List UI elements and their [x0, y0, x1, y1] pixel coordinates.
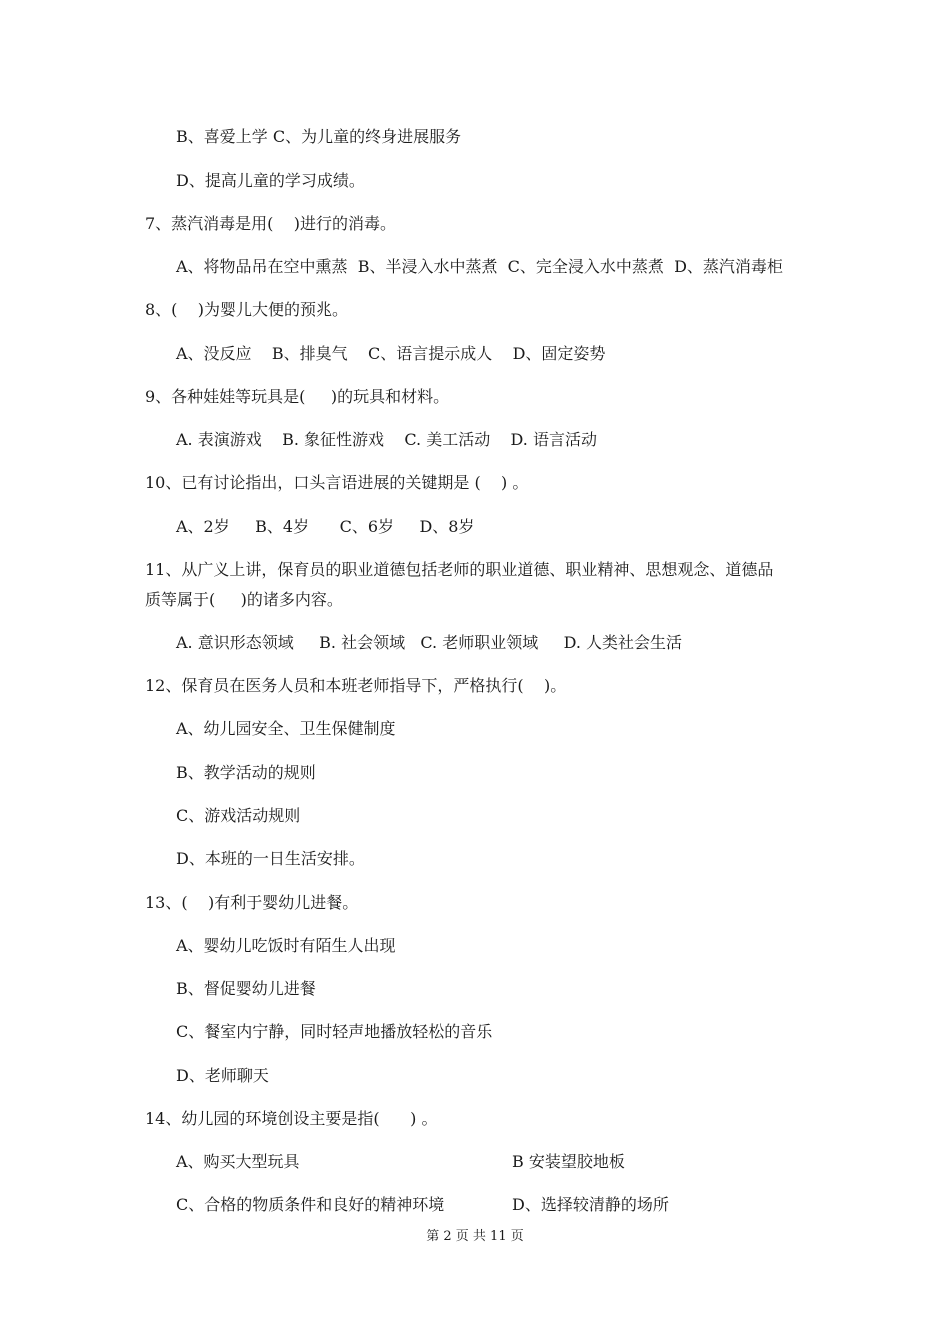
question-10-options: A、2岁 B、4岁 C、6岁 D、8岁 [176, 517, 475, 536]
question-7: 7、蒸汽消毒是用( )进行的消毒。 [145, 214, 397, 233]
question-12: 12、保育员在医务人员和本班老师指导下，严格执行( )。 [145, 676, 567, 695]
q6-option-d: D、提高儿童的学习成绩。 [176, 171, 365, 190]
question-11-options: A. 意识形态领域 B. 社会领域 C. 老师职业领域 D. 人类社会生活 [176, 633, 683, 652]
page-number-footer: 第 2 页 共 11 页 [426, 1229, 524, 1244]
question-9-options: A. 表演游戏 B. 象征性游戏 C. 美工活动 D. 语言活动 [176, 430, 597, 449]
question-8-options: A、没反应 B、排臭气 C、语言提示成人 D、固定姿势 [176, 344, 606, 363]
question-12-option-d: D、本班的一日生活安排。 [176, 849, 365, 868]
question-11-line-1: 11、从广义上讲，保育员的职业道德包括老师的职业道德、职业精神、思想观念、道德品 [145, 560, 774, 579]
question-13: 13、( )有利于婴幼儿进餐。 [145, 893, 359, 912]
question-7-options: A、将物品吊在空中熏蒸 B、半浸入水中蒸煮 C、完全浸入水中蒸煮 D、蒸汽消毒柜 [176, 257, 783, 276]
question-8: 8、( )为婴儿大便的预兆。 [145, 300, 349, 319]
q6-option-b-c: B、喜爱上学 C、为儿童的终身进展服务 [176, 127, 462, 146]
question-13-option-d: D、老师聊天 [176, 1066, 269, 1085]
question-14-option-b: B 安装望胶地板 [512, 1152, 625, 1171]
question-14: 14、幼儿园的环境创设主要是指( ) 。 [145, 1109, 438, 1128]
question-12-option-a: A、幼儿园安全、卫生保健制度 [176, 719, 396, 738]
question-9: 9、各种娃娃等玩具是( )的玩具和材料。 [145, 387, 450, 406]
question-14-option-d: D、选择较清静的场所 [512, 1195, 669, 1214]
question-12-option-b: B、教学活动的规则 [176, 763, 316, 782]
question-13-option-b: B、督促婴幼儿进餐 [176, 979, 316, 998]
question-11-line-2: 质等属于( )的诸多内容。 [145, 590, 343, 609]
question-14-option-c: C、合格的物质条件和良好的精神环境 [176, 1195, 445, 1214]
question-13-option-a: A、婴幼儿吃饭时有陌生人出现 [176, 936, 396, 955]
question-12-option-c: C、游戏活动规则 [176, 806, 301, 825]
question-10: 10、已有讨论指出，口头言语进展的关键期是 ( ) 。 [145, 473, 529, 492]
question-13-option-c: C、餐室内宁静，同时轻声地播放轻松的音乐 [176, 1022, 493, 1041]
question-14-option-a: A、购买大型玩具 [176, 1152, 300, 1171]
